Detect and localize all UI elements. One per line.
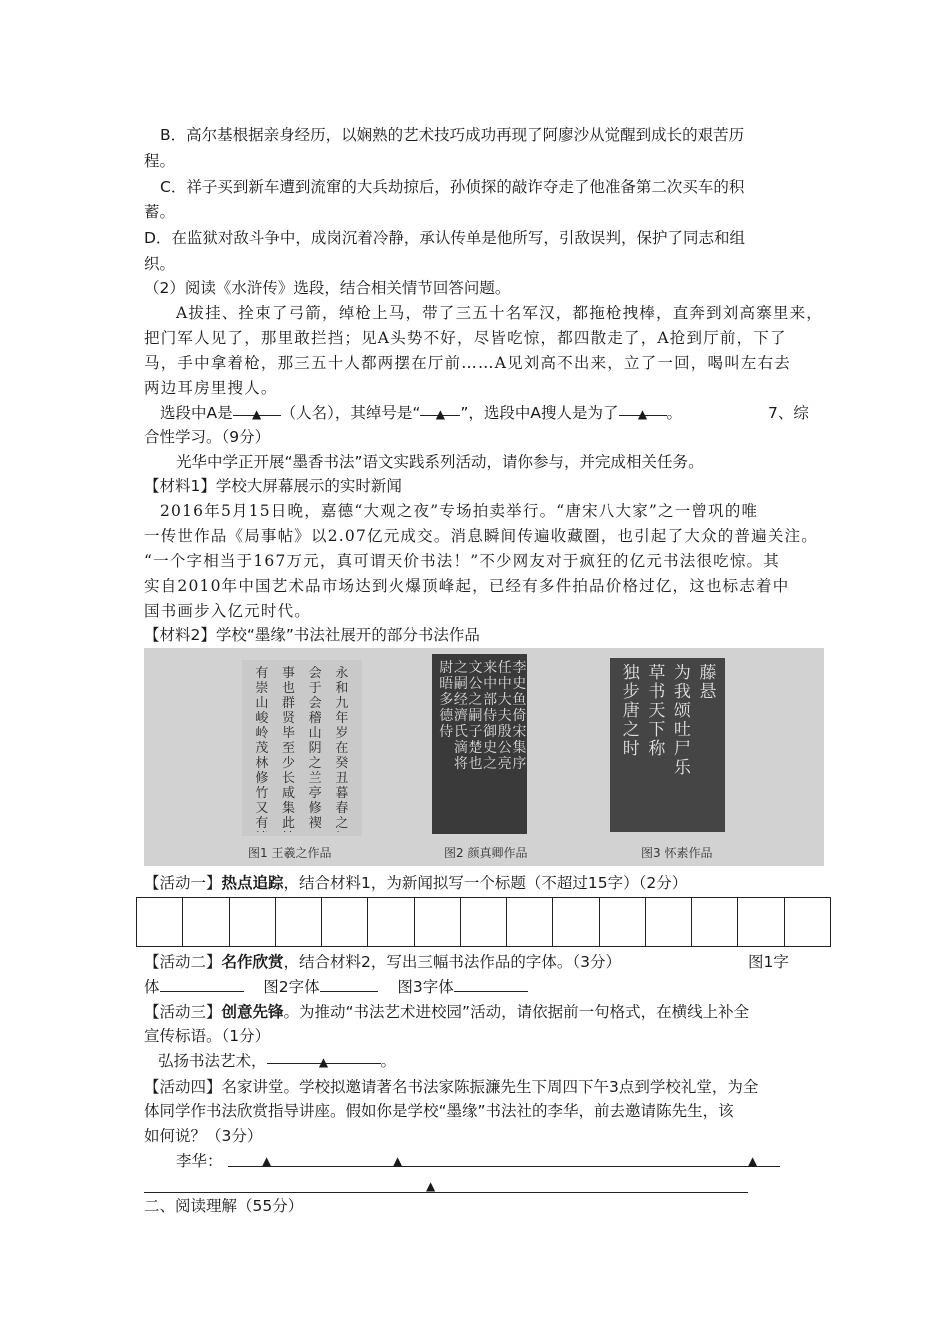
calligraphy-column: 文公之嗣子楚也 xyxy=(468,660,483,772)
caption-fig2: 图2 颜真卿作品 xyxy=(444,846,528,860)
activity1-instruction xyxy=(144,871,687,895)
slogan-answer-blank[interactable] xyxy=(267,1049,381,1069)
activity4-speaker: 李华： xyxy=(176,1152,223,1170)
calligraphy-photo xyxy=(144,648,824,866)
q7-intro: 光华中学正开展“墨香书法”语文实践系列活动，请你参与，并完成相关任务。 xyxy=(176,453,704,471)
fig2-label: 图2字体 xyxy=(263,978,320,996)
answer-blank-name[interactable] xyxy=(233,401,281,421)
calligraphy-column: 之嗣经濟氏滴将 xyxy=(453,660,468,772)
calligraphy-column: 永和九年岁在癸丑暮春之 xyxy=(335,666,349,831)
triangle-marker: ▲ xyxy=(748,1154,758,1168)
q2-answer-part1: 选段中A是 xyxy=(160,404,233,422)
calligraphy-column: 有崇山峻岭茂林修竹又有 xyxy=(255,666,269,831)
passage-line-3: 马，手中拿着枪，那三五十人都两摆在厅前……A见刘高不出来，立了一回，喝叫左右去 xyxy=(144,354,791,372)
grid-cell[interactable] xyxy=(230,898,276,946)
calligraphy-column: 独步唐之时 xyxy=(622,664,640,759)
option-d-line2: 织。 xyxy=(144,255,176,273)
calligraphy-column: 为我颂吐尸乐 xyxy=(673,664,691,778)
calligraphy-column: 任中大夫殷公亮 xyxy=(497,660,512,772)
caption-fig3: 图3 怀素作品 xyxy=(641,846,713,860)
answer-blank-purpose[interactable] xyxy=(619,401,667,421)
activity3-text: 。为推动“书法艺术进校园”活动，请依据前一句格式，在横线上补全 xyxy=(283,1003,750,1021)
q2-answer-line xyxy=(160,401,682,425)
option-b-line1: B．高尔基根据亲身经历，以娴熟的艺术技巧成功再现了阿廖沙从觉醒到成长的艰苦历 xyxy=(160,126,745,144)
activity4-line2: 体同学作书法欣赏指导讲座。假如你是学校“墨缘”书法社的李华，前去邀请陈先生，该 xyxy=(144,1102,734,1120)
figure-yan-zhenqing xyxy=(432,654,527,834)
fig1-font-blank[interactable] xyxy=(160,977,244,992)
grid-cell[interactable] xyxy=(276,898,322,946)
q2-answer-part2: （人名），其绰号是“ xyxy=(280,404,421,422)
grid-cell[interactable] xyxy=(415,898,461,946)
passage-line-1: A拔挂、拴束了弓箭，绰枪上马，带了三五十名军汉，都拖枪拽棒，直奔到刘高寨里来， xyxy=(176,304,823,322)
activity2-fig1-label: 图1字 xyxy=(748,953,789,971)
calligraphy-column: 草书天下称 xyxy=(648,664,666,759)
section-2-heading: 二、阅读理解（55分） xyxy=(144,1197,304,1215)
activity2-instruction xyxy=(144,950,621,974)
grid-cell[interactable] xyxy=(600,898,646,946)
activity4-line3: 如何说？（3分） xyxy=(144,1127,263,1145)
passage-line-4: 两边耳房里搜人。 xyxy=(144,379,278,397)
material2-title: 【材料2】学校“墨缘”书法社展开的部分书法作品 xyxy=(144,626,480,644)
slogan-end: 。 xyxy=(380,1052,397,1070)
material1-line-2: 一传世作品《局事帖》以2.07亿元成交。消息瞬间传遍收藏圈，也引起了大众的普遍关注。 xyxy=(144,527,818,545)
option-b-line2: 程。 xyxy=(144,152,176,170)
material1-line-3: “一个字相当于167万元，真可谓天价书法！”不少网友对于疯狂的亿元书法很吃惊。其 xyxy=(144,552,780,570)
activity4-line1: 【活动四】名家讲堂。学校拟邀请著名书法家陈振濂先生下周四下午3点到学校礼堂，为全 xyxy=(144,1078,759,1096)
figure-wang-xizhi xyxy=(242,660,362,836)
triangle-marker: ▲ xyxy=(251,407,262,421)
title-answer-grid[interactable] xyxy=(136,897,831,947)
triangle-marker: ▲ xyxy=(393,1154,403,1168)
grid-cell[interactable] xyxy=(322,898,368,946)
triangle-marker: ▲ xyxy=(637,407,648,421)
passage-line-2: 把门军人见了，那里敢拦挡；见A头势不好，尽皆吃惊，都四散走了，A抢到厅前，下了 xyxy=(144,329,787,347)
q7-heading-part2: 合性学习。（9分） xyxy=(144,428,271,446)
q2-answer-part3: ”，选段中A搜人是为了 xyxy=(460,404,619,422)
figure-huai-su xyxy=(610,658,725,832)
fig1-suffix: 体 xyxy=(144,978,160,996)
activity3-label: 【活动三】 xyxy=(144,1003,222,1021)
caption-fig1: 图1 王羲之作品 xyxy=(248,846,332,860)
grid-cell[interactable] xyxy=(183,898,229,946)
material1-line-1: 2016年5月15日晚，嘉德“大观之夜”专场拍卖举行。“唐宋八大家”之一曾巩的唯 xyxy=(160,502,759,520)
grid-cell[interactable] xyxy=(368,898,414,946)
triangle-marker: ▲ xyxy=(435,407,445,421)
material1-line-4: 实自2010年中国艺术品市场达到火爆顶峰起，已经有多件拍品价格过亿，这也标志着中 xyxy=(144,577,790,595)
activity3-line2: 宣传标语。（1分） xyxy=(144,1027,271,1045)
activity3-instruction xyxy=(144,1000,749,1024)
fig3-font-blank[interactable] xyxy=(454,977,528,992)
activity2-title: 名作欣赏 xyxy=(221,953,284,971)
fig2-font-blank[interactable] xyxy=(320,977,378,992)
activity1-text: ，结合材料1，为新闻拟写一个标题（不超过15字）（2分） xyxy=(283,874,688,892)
grid-cell[interactable] xyxy=(692,898,738,946)
calligraphy-column: 事也群贤毕至少长咸集此 xyxy=(282,666,295,831)
activity3-slogan xyxy=(158,1049,396,1073)
q2-prompt: （2）阅读《水浒传》选段，结合相关情节回答问题。 xyxy=(144,279,511,297)
fig3-label: 图3字体 xyxy=(397,978,454,996)
answer-blank-nickname[interactable] xyxy=(420,401,460,421)
material1-title: 【材料1】学校大屏幕展示的实时新闻 xyxy=(144,477,402,495)
grid-cell[interactable] xyxy=(738,898,784,946)
calligraphy-column: 尉晤多德侍 xyxy=(439,660,454,740)
grid-cell[interactable] xyxy=(507,898,553,946)
activity1-title: 热点追踪 xyxy=(221,874,284,892)
q7-heading-part1: 7、综 xyxy=(768,404,809,422)
calligraphy-column: 会于会稽山阴之兰亭修禊 xyxy=(308,666,322,831)
option-c-line2: 蓄。 xyxy=(144,203,176,221)
speech-answer-line-1[interactable] xyxy=(228,1166,780,1167)
option-c-line1: C．祥子买到新车遭到流窜的大兵劫掠后，孙侦探的敲诈夺走了他准备第二次买车的积 xyxy=(160,178,745,196)
grid-cell[interactable] xyxy=(646,898,692,946)
triangle-marker: ▲ xyxy=(426,1179,436,1193)
activity2-label: 【活动二】 xyxy=(144,953,222,971)
calligraphy-column: 来中部侍御史之 xyxy=(483,660,498,772)
material1-line-5: 国书画步入亿元时代。 xyxy=(144,602,312,620)
calligraphy-column: 藤悬 xyxy=(699,664,717,702)
slogan-first-half: 弘扬书法艺术， xyxy=(158,1052,267,1070)
option-d-line1: D．在监狱对敌斗争中，成岗沉着冷静，承认传单是他所写，引敌误判，保护了同志和组 xyxy=(144,229,745,247)
activity2-text: ，结合材料2，写出三幅书法作品的字体。（3分） xyxy=(283,953,622,971)
activity1-label: 【活动一】 xyxy=(144,874,222,892)
q2-answer-part4: 。 xyxy=(666,404,683,422)
grid-cell[interactable] xyxy=(553,898,599,946)
grid-cell[interactable] xyxy=(137,898,183,946)
activity2-answers xyxy=(144,975,528,999)
calligraphy-column: 李史鱼倚宋集序 xyxy=(512,660,527,772)
triangle-marker: ▲ xyxy=(262,1154,272,1168)
speech-answer-line-2[interactable] xyxy=(144,1192,748,1193)
grid-cell[interactable] xyxy=(785,898,830,946)
activity3-title: 创意先锋 xyxy=(221,1003,284,1021)
grid-cell[interactable] xyxy=(461,898,507,946)
triangle-marker: ▲ xyxy=(318,1055,329,1069)
